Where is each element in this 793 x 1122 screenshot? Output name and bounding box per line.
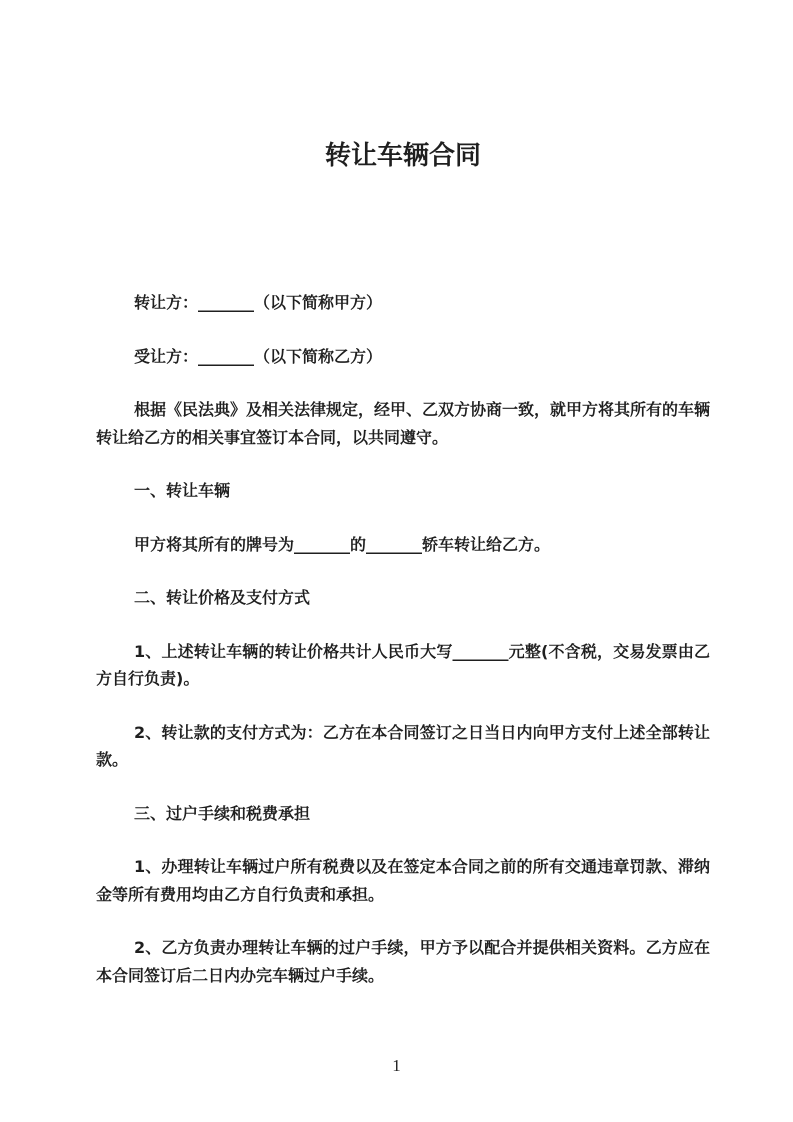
section-heading-3-procedures-taxes: 三、过户手续和税费承担	[134, 803, 311, 823]
section-heading-2-price-payment: 二、转让价格及支付方式	[134, 588, 311, 607]
section-heading-1-vehicle: 一、转让车辆	[134, 481, 231, 500]
party-line-transferor: 转让方：_______（以下简称甲方）	[134, 293, 383, 312]
clause-ownership-transfer-procedure: 2、乙方负责办理转让车辆的过户手续，甲方予以配合并提供相关资料。乙方应在本合同签订后二日内办完车辆过户手续。	[96, 938, 710, 985]
clause-transfer-price: 1、上述转让车辆的转让价格共计人民币大写_______元整(不含税，交易发票由乙方自行负责)。	[96, 641, 710, 688]
party-line-transferee: 受让方：_______（以下简称乙方）	[134, 346, 383, 366]
clause-vehicle-description: 甲方将其所有的牌号为_______的_______轿车转让给乙方。	[134, 534, 551, 554]
document-title: 转让车辆合同	[324, 141, 481, 171]
preamble-paragraph: 根据《民法典》及相关法律规定，经甲、乙双方协商一致，就甲方将其所有的车辆转让给乙方的相关事宜签订本合同，以共同遵守。	[96, 400, 711, 447]
clause-payment-method: 2、转让款的支付方式为：乙方在本合同签订之日当日内向甲方支付上述全部转让款。	[96, 722, 710, 769]
clause-taxes-fines: 1、办理转让车辆过户所有税费以及在签定本合同之前的所有交通违章罚款、滞纳金等所有费用均由乙方自行负责和承担。	[96, 857, 710, 904]
page-number: 1	[392, 1056, 401, 1075]
